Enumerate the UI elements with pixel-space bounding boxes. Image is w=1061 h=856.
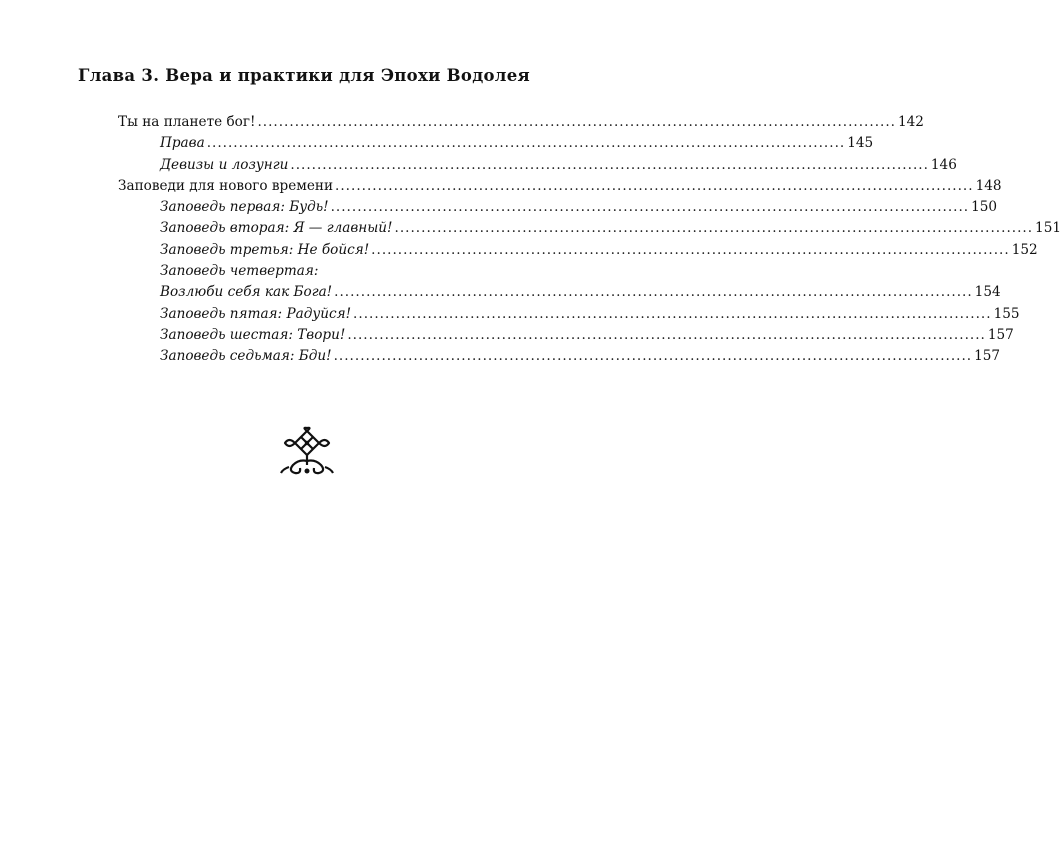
- leader-dots: ........................................................................................................................: [353, 305, 992, 322]
- leader-dots: ........................................................................................................................: [257, 114, 896, 130]
- toc-entry-title: Заповедь пятая: Радуйся!: [160, 305, 352, 322]
- leader-dots: ........................................................................................................................: [206, 135, 846, 152]
- toc-entry-page: 150: [971, 199, 998, 216]
- leader-dots: ........................................................................................................................: [333, 348, 973, 365]
- toc-entry-page: 151: [1035, 220, 1061, 237]
- toc-entry[interactable]: [118, 346, 1001, 367]
- toc-entry-title: Заповеди для нового времени: [118, 177, 334, 194]
- knot-ornament-icon: [279, 427, 335, 479]
- toc-entry[interactable]: [118, 240, 1038, 261]
- toc-entry-title: Девизы и лозунги: [160, 156, 289, 173]
- toc-entry-page: 142: [897, 114, 924, 130]
- toc-entry-title: Заповедь четвертая:: [160, 263, 319, 280]
- toc-entry[interactable]: [118, 133, 874, 154]
- toc-entry-title: Возлюби себя как Бога!: [160, 284, 333, 301]
- leader-dots: ........................................................................................................................: [371, 241, 1010, 258]
- toc-entry-title: Заповедь третья: Не бойся!: [160, 241, 370, 258]
- toc-entry-continued[interactable]: [118, 261, 540, 282]
- leader-dots: ........................................................................................................................: [394, 220, 1034, 237]
- toc-entry-page: 146: [930, 156, 957, 173]
- toc-entry-title: Заповедь шестая: Твори!: [160, 326, 346, 343]
- toc-entry[interactable]: [118, 218, 1061, 239]
- toc-entry-page: 154: [974, 284, 1001, 301]
- toc-entry-title: Права: [160, 135, 205, 152]
- toc-entry-title: Заповедь первая: Будь!: [160, 199, 329, 216]
- toc-entry-page: 152: [1011, 241, 1038, 258]
- toc-entry-page: 157: [974, 348, 1001, 365]
- leader-dots: ........................................................................................................................: [290, 156, 929, 173]
- toc-entry[interactable]: [118, 176, 1002, 197]
- leader-dots: ........................................................................................................................: [330, 199, 970, 216]
- leader-dots: ........................................................................................................................: [335, 177, 974, 194]
- chapter-title: Глава 3. Вера и практики для Эпохи Водолея: [78, 66, 531, 85]
- leader-dots: ........................................................................................................................: [334, 284, 973, 301]
- table-of-contents: [118, 112, 1061, 368]
- toc-entry[interactable]: [118, 304, 1020, 325]
- toc-entry-page: 145: [847, 135, 874, 152]
- toc-entry[interactable]: [118, 282, 1001, 303]
- toc-entry-page: 148: [975, 177, 1002, 194]
- toc-entry[interactable]: [118, 112, 924, 133]
- toc-entry-title: Заповедь седьмая: Бди!: [160, 348, 332, 365]
- toc-entry-page: 157: [987, 326, 1014, 343]
- toc-entry-title: Ты на планете бог!: [118, 114, 256, 130]
- toc-entry[interactable]: [118, 325, 1014, 346]
- toc-entry-title: Заповедь вторая: Я — главный!: [160, 220, 393, 237]
- toc-entry-page: 155: [993, 305, 1020, 322]
- toc-entry[interactable]: [118, 197, 998, 218]
- toc-entry[interactable]: [118, 155, 957, 176]
- leader-dots: ........................................................................................................................: [347, 326, 986, 343]
